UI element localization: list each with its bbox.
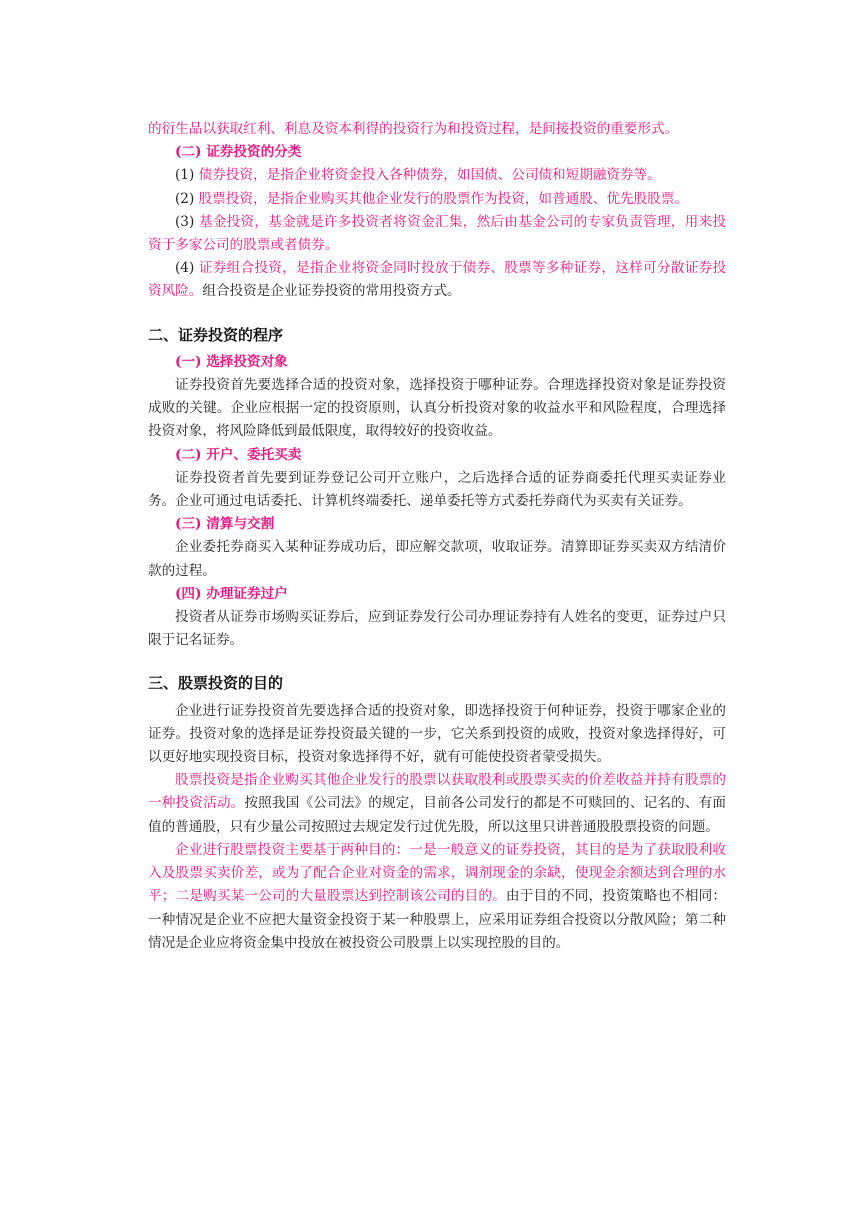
item4-number: (4) bbox=[175, 260, 199, 277]
section2-sub2-title: (二) 开户、委托买卖 bbox=[175, 446, 302, 463]
item2-number: (2) bbox=[175, 190, 199, 207]
document-body bbox=[148, 118, 726, 955]
section1-sub2-title: (二) 证券投资的分类 bbox=[175, 144, 302, 161]
para3-rest: 由于目的不同，投资策略也不相同：一种情况是企业不应把大量资金投资于某一种股票上，应采用证券组合投资以分散风险；第二种情况是企业应将资金集中投放在被投资公司股票上以实现控股的目的。 bbox=[148, 888, 727, 951]
item1-text: 债券投资，是指企业将资金投入各种债券，如国债、公司债和短期融资券等。 bbox=[198, 167, 661, 184]
para2-rest: 按照我国《公司法》的规定，目前各公司发行的都是不可赎回的、记名的、有面值的普通股，只有少量公司按照过去规定发行过优先股，所以这里只讲普通股股票投资的问题。 bbox=[148, 795, 727, 835]
section2-sub1-text: 证券投资首先要选择合适的投资对象，选择投资于哪种证券。合理选择投资对象是证券投资成败的关键。企业应根据一定的投资原则，认真分析投资对象的收益水平和风险程度，合理选择投资对象，将风险降低到最低限度，取得较好的投资收益。 bbox=[148, 377, 726, 440]
section2-sub1-title: (一) 选择投资对象 bbox=[175, 353, 288, 370]
item4-text: 证券组合投资，是指企业将资金同时投放于债券、股票等多种证券，这样可分散证券投资风险。 bbox=[148, 260, 727, 300]
section3-title: 三、股票投资的目的 bbox=[148, 674, 284, 693]
section2-sub3-text: 企业委托券商买入某种证券成功后，即应解交款项，收取证券。清算即证券买卖双方结清价款的过程。 bbox=[148, 539, 726, 579]
section3-para1: 企业进行证券投资首先要选择合适的投资对象，即选择投资于何种证券，投资于哪家企业的证券。投资对象的选择是证券投资最关键的一步，它关系到投资的成败，投资对象选择得好，可以更好地实现投资目标，投资对象选择得不好，就有可能使投资者蒙受损失。 bbox=[148, 702, 726, 766]
section2-sub4-text: 投资者从证券市场购买证券后，应到证券发行公司办理证券持有人姓名的变更，证券过户只限于记名证券。 bbox=[148, 609, 726, 649]
section1-item2 bbox=[148, 188, 726, 211]
item4-tail: 组合投资是企业证券投资的常用投资方式。 bbox=[202, 283, 461, 300]
item2-text: 股票投资，是指企业购买其他企业发行的股票作为投资，如普通股、优先股股票。 bbox=[198, 190, 688, 207]
section2-sub4-title: (四) 办理证券过户 bbox=[175, 585, 288, 602]
section3-para2 bbox=[148, 769, 726, 839]
section2-sub3-title: (三) 清算与交割 bbox=[175, 516, 275, 533]
section1-intro-tail: 的衍生品以获取红利、利息及资本利得的投资行为和投资过程，是间接投资的重要形式。 bbox=[148, 121, 679, 137]
section3-para3 bbox=[148, 839, 726, 955]
section1-item4 bbox=[148, 257, 726, 303]
section2-title: 二、证券投资的程序 bbox=[148, 325, 284, 344]
section1-item1 bbox=[148, 164, 726, 187]
item3-number: (3) bbox=[175, 213, 199, 230]
item1-number: (1) bbox=[175, 167, 199, 184]
section1-item3 bbox=[148, 211, 726, 257]
section2-sub2-text: 证券投资者首先要到证券登记公司开立账户，之后选择合适的证券商委托代理买卖证券业务。企业可通过电话委托、计算机终端委托、递单委托等方式委托券商代为买卖有关证券。 bbox=[148, 469, 726, 510]
para3-highlight: 企业进行股票投资主要基于两种目的：一是一般意义的证券投资，其目的是为了获取股利收入及股票买卖价差，或为了配合企业对资金的需求，调剂现金的余缺，使现金余额达到合理的水平；二是购买某一公司的大量股票达到控制该公司的目的。 bbox=[148, 841, 726, 905]
para2-highlight: 股票投资是指企业购买其他企业发行的股票以获取股利或股票买卖的价差收益并持有股票的一种投资活动。 bbox=[148, 772, 726, 812]
item3-text: 基金投资，基金就是许多投资者将资金汇集，然后由基金公司的专家负责管理，用来投资于多家公司的股票或者债券。 bbox=[148, 213, 727, 254]
